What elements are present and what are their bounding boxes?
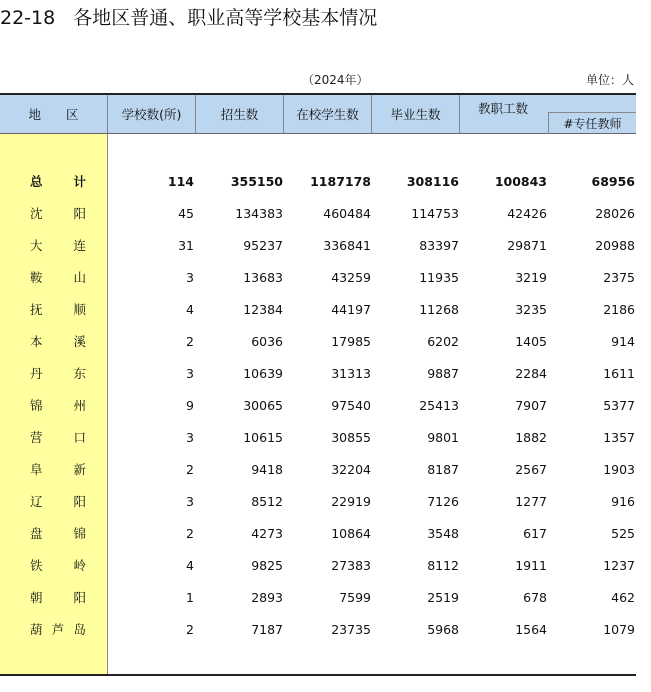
- cell-students: 32204: [331, 462, 371, 477]
- cell-staff: 3235: [515, 302, 547, 317]
- cell-schools: 2: [186, 334, 194, 349]
- cell-students: 336841: [323, 238, 371, 253]
- cell-graduates: 9887: [427, 366, 459, 381]
- table-row: [0, 363, 636, 385]
- cell-students: 97540: [331, 398, 371, 413]
- header-graduates: 毕业生数: [372, 95, 460, 133]
- cell-students: 460484: [323, 206, 371, 221]
- table-row: [0, 619, 636, 641]
- table-row: [0, 491, 636, 513]
- cell-staff: 617: [523, 526, 547, 541]
- cell-schools: 2: [186, 526, 194, 541]
- cell-students: 1187178: [310, 174, 371, 189]
- cell-staff: 3219: [515, 270, 547, 285]
- cell-schools: 1: [186, 590, 194, 605]
- cell-graduates: 2519: [427, 590, 459, 605]
- cell-teachers: 1611: [603, 366, 635, 381]
- cell-graduates: 308116: [406, 174, 459, 189]
- cell-graduates: 5968: [427, 622, 459, 637]
- cell-graduates: 7126: [427, 494, 459, 509]
- region-name: 丹东: [30, 366, 86, 381]
- cell-staff: 678: [523, 590, 547, 605]
- cell-students: 22919: [331, 494, 371, 509]
- cell-enrollment: 10639: [243, 366, 283, 381]
- cell-enrollment: 13683: [243, 270, 283, 285]
- cell-teachers: 1079: [603, 622, 635, 637]
- cell-schools: 3: [186, 430, 194, 445]
- cell-staff: 1911: [515, 558, 547, 573]
- table-row: [0, 299, 636, 321]
- cell-teachers: 2375: [603, 270, 635, 285]
- cell-enrollment: 8512: [251, 494, 283, 509]
- region-name: 大连: [30, 238, 86, 253]
- cell-staff: 2284: [515, 366, 547, 381]
- cell-graduates: 8187: [427, 462, 459, 477]
- cell-students: 23735: [331, 622, 371, 637]
- cell-staff: 7907: [515, 398, 547, 413]
- unit-label: 单位：人: [585, 73, 634, 87]
- cell-teachers: 20988: [595, 238, 635, 253]
- cell-enrollment: 7187: [251, 622, 283, 637]
- table-row: [0, 459, 636, 481]
- table-row: [0, 555, 636, 577]
- cell-staff: 100843: [494, 174, 547, 189]
- cell-graduates: 114753: [411, 206, 459, 221]
- table-bottom-rule: [0, 674, 636, 676]
- cell-graduates: 83397: [419, 238, 459, 253]
- table-row: [0, 203, 636, 225]
- header-staff: 教职工数: [478, 101, 529, 116]
- region-name: 总计: [30, 174, 86, 189]
- header-enrollment: 招生数: [196, 95, 284, 133]
- cell-teachers: 2186: [603, 302, 635, 317]
- table-row: [0, 523, 636, 545]
- cell-graduates: 9801: [427, 430, 459, 445]
- table-row: [0, 235, 636, 257]
- cell-students: 30855: [331, 430, 371, 445]
- cell-schools: 9: [186, 398, 194, 413]
- cell-teachers: 1357: [603, 430, 635, 445]
- cell-students: 27383: [331, 558, 371, 573]
- cell-teachers: 1903: [603, 462, 635, 477]
- region-name: 锦州: [30, 398, 86, 413]
- cell-graduates: 8112: [427, 558, 459, 573]
- header-students: 在校学生数: [284, 95, 372, 133]
- region-name: 阜新: [30, 462, 86, 477]
- cell-enrollment: 2893: [251, 590, 283, 605]
- cell-schools: 4: [186, 302, 194, 317]
- table-row: [0, 395, 636, 417]
- cell-schools: 2: [186, 462, 194, 477]
- cell-staff: 2567: [515, 462, 547, 477]
- cell-schools: 2: [186, 622, 194, 637]
- cell-enrollment: 30065: [243, 398, 283, 413]
- table-row-total: [0, 171, 636, 193]
- region-name: 营口: [30, 430, 86, 445]
- cell-enrollment: 355150: [230, 174, 283, 189]
- table-row: [0, 427, 636, 449]
- region-name: 抚顺: [30, 302, 86, 317]
- cell-enrollment: 6036: [251, 334, 283, 349]
- region-name: 葫芦岛: [30, 622, 86, 637]
- region-name: 朝阳: [30, 590, 86, 605]
- cell-students: 43259: [331, 270, 371, 285]
- table-title: 各地区普通、职业高等学校基本情况: [73, 7, 378, 29]
- cell-students: 31313: [331, 366, 371, 381]
- cell-schools: 4: [186, 558, 194, 573]
- cell-graduates: 6202: [427, 334, 459, 349]
- cell-schools: 31: [178, 238, 194, 253]
- region-name: 沈阳: [30, 206, 86, 221]
- cell-graduates: 11935: [419, 270, 459, 285]
- region-name: 鞍山: [30, 270, 86, 285]
- cell-teachers: 5377: [603, 398, 635, 413]
- table-row: [0, 267, 636, 289]
- cell-teachers: 462: [611, 590, 635, 605]
- table-number: 22-18: [0, 7, 56, 29]
- cell-students: 17985: [331, 334, 371, 349]
- cell-teachers: 914: [611, 334, 635, 349]
- table-row: [0, 587, 636, 609]
- table-header: [0, 93, 636, 134]
- cell-students: 44197: [331, 302, 371, 317]
- cell-students: 10864: [331, 526, 371, 541]
- region-name: 本溪: [30, 334, 86, 349]
- cell-schools: 3: [186, 270, 194, 285]
- header-region: 地 区: [0, 95, 108, 133]
- cell-teachers: 916: [611, 494, 635, 509]
- cell-enrollment: 4273: [251, 526, 283, 541]
- header-teachers: #专任教师: [548, 112, 636, 134]
- cell-schools: 114: [167, 174, 194, 189]
- cell-staff: 29871: [507, 238, 547, 253]
- table-row: [0, 331, 636, 353]
- cell-enrollment: 9418: [251, 462, 283, 477]
- cell-staff: 1564: [515, 622, 547, 637]
- region-name: 盘锦: [30, 526, 86, 541]
- cell-enrollment: 9825: [251, 558, 283, 573]
- cell-enrollment: 12384: [243, 302, 283, 317]
- cell-teachers: 1237: [603, 558, 635, 573]
- cell-graduates: 3548: [427, 526, 459, 541]
- cell-teachers: 28026: [595, 206, 635, 221]
- cell-staff: 1277: [515, 494, 547, 509]
- cell-schools: 45: [178, 206, 194, 221]
- cell-graduates: 11268: [419, 302, 459, 317]
- cell-teachers: 68956: [591, 174, 635, 189]
- cell-graduates: 25413: [419, 398, 459, 413]
- cell-schools: 3: [186, 494, 194, 509]
- cell-students: 7599: [339, 590, 371, 605]
- page-title: [0, 3, 377, 33]
- cell-schools: 3: [186, 366, 194, 381]
- year-label: （2024年）: [302, 73, 369, 87]
- cell-enrollment: 95237: [243, 238, 283, 253]
- header-schools: 学校数(所): [108, 95, 196, 133]
- cell-staff: 1882: [515, 430, 547, 445]
- cell-staff: 42426: [507, 206, 547, 221]
- cell-staff: 1405: [515, 334, 547, 349]
- cell-teachers: 525: [611, 526, 635, 541]
- region-name: 铁岭: [30, 558, 86, 573]
- cell-enrollment: 10615: [243, 430, 283, 445]
- region-name: 辽阳: [30, 494, 86, 509]
- cell-enrollment: 134383: [235, 206, 283, 221]
